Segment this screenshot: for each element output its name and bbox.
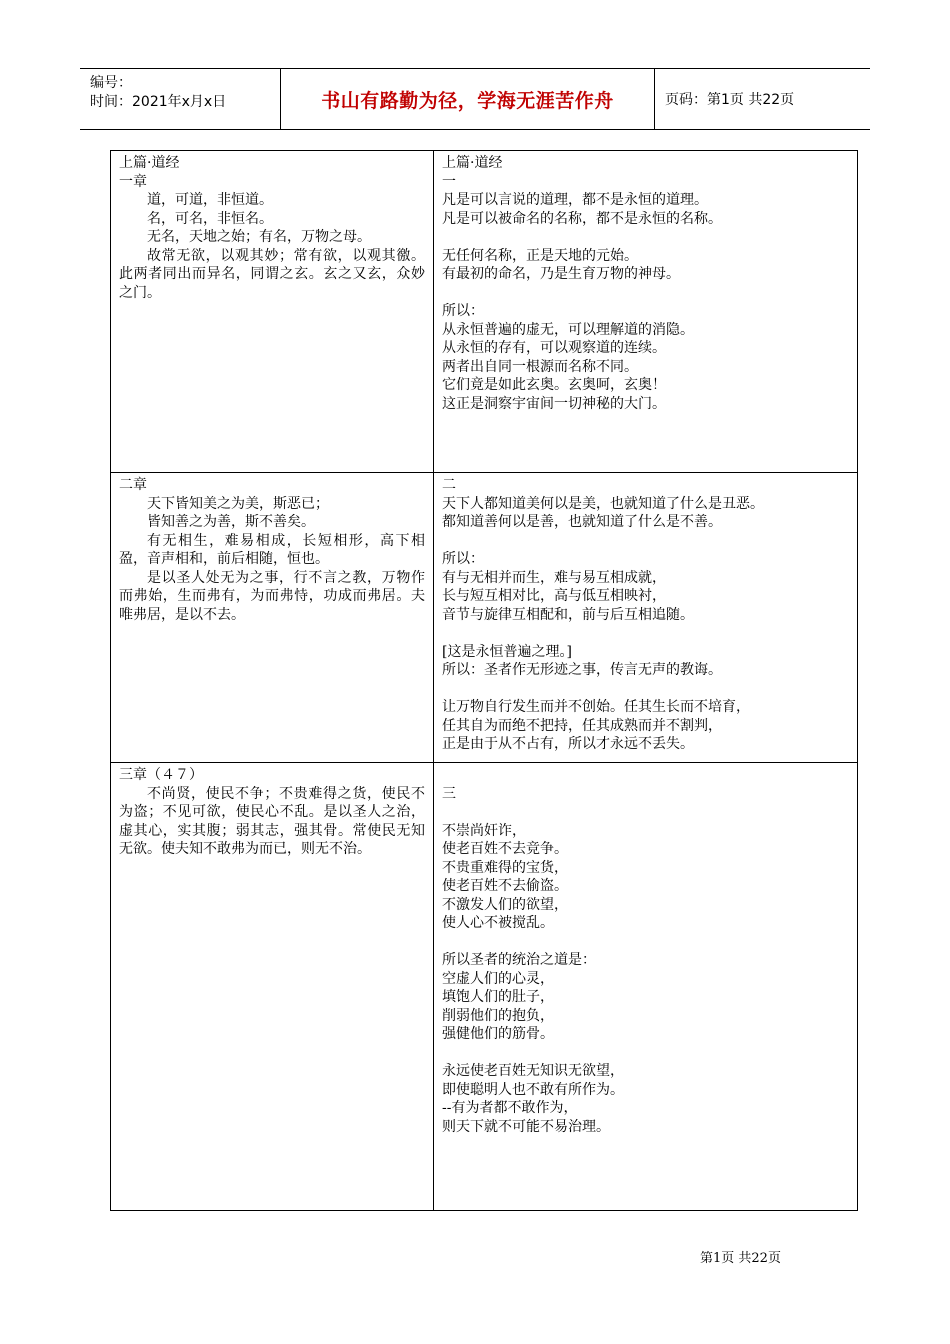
translation-line: 一 [442, 173, 456, 190]
original-line: 三章（４７） [119, 767, 203, 783]
translation-line: [这是永恒普遍之理。] [442, 643, 572, 660]
translation-line: 空虚人们的心灵， [442, 970, 554, 987]
translation-line: 使老百姓不去偷盗。 [442, 878, 568, 894]
translation-line: 长与短互相对比，高与低互相映衬， [442, 588, 666, 604]
table-row [111, 151, 858, 473]
translation-line: 从永恒的存有，可以观察道的连续。 [442, 340, 666, 356]
table-row [111, 763, 858, 1211]
translation-line: 所以圣者的统治之道是： [442, 952, 596, 968]
page-header [80, 68, 870, 130]
original-line: 故常无欲，以观其妙；常有欲，以观其徼。此两者同出而异名，同谓之玄。玄之又玄，众妙之门。 [119, 247, 425, 301]
translation-line: 不激发人们的欲望， [442, 896, 568, 913]
translation-line: 所以： [442, 551, 484, 567]
translation-line: 削弱他们的抱负， [442, 1007, 554, 1024]
blank-line [442, 803, 849, 822]
translation-line: --有为者都不敢作为， [442, 1100, 578, 1116]
translation-line: 从永恒普遍的虚无，可以理解道的消隐。 [442, 321, 694, 338]
blank-line [442, 680, 849, 699]
original-line: 有无相生，难易相成，长短相形，高下相盈，音声相和，前后相随，恒也。 [119, 532, 425, 567]
date-line: 时间：2021年x月x日 [90, 94, 227, 110]
original-text-cell [111, 473, 434, 763]
translation-line: 正是由于从不占有，所以才永远不丢失。 [442, 736, 694, 752]
translation-line: 则天下就不可能不易治理。 [442, 1118, 610, 1135]
original-line: 无名，天地之始；有名，万物之母。 [147, 229, 371, 245]
translation-line: 凡是可以言说的道理，都不是永恒的道理。 [442, 192, 708, 208]
original-line: 天下皆知美之为美，斯恶已； [147, 495, 329, 512]
translation-line: 所以： [442, 303, 484, 319]
translation-line: 不贵重难得的宝货， [442, 859, 568, 876]
original-line: 道，可道，非恒道。 [147, 192, 273, 208]
blank-line [442, 624, 849, 643]
page-footer: 第1页 共22页 [700, 1251, 781, 1266]
translation-line: 有与无相并而生，难与易互相成就， [442, 569, 666, 586]
translation-line: 填饱人们的肚子， [442, 989, 554, 1005]
original-line: 二章 [119, 477, 147, 493]
blank-line [442, 933, 849, 952]
translation-line: 都知道善何以是善，也就知道了什么是不善。 [442, 514, 722, 530]
translation-cell [434, 473, 858, 763]
blank-line [442, 532, 849, 551]
serial-number: 编号： [90, 75, 132, 91]
translation-cell [434, 763, 858, 1211]
original-text-cell [111, 151, 434, 473]
translation-line: 三 [442, 785, 456, 802]
translation-cell [434, 151, 858, 473]
header-motto: 书山有路勤为径，学海无涯苦作舟 [281, 69, 655, 129]
translation-line: 天下人都知道美何以是美，也就知道了什么是丑恶。 [442, 495, 764, 512]
header-info [80, 69, 281, 129]
translation-line: 永远使老百姓无知识无欲望， [442, 1063, 624, 1079]
original-line: 名，可名，非恒名。 [147, 210, 273, 227]
translation-line: 音节与旋律互相配和，前与后互相追随。 [442, 606, 694, 623]
translation-line: 使人心不被搅乱。 [442, 915, 554, 931]
content-table [110, 150, 858, 1211]
translation-line: 有最初的命名，乃是生育万物的神母。 [442, 266, 680, 282]
translation-line: 二 [442, 477, 456, 493]
blank-line [442, 1044, 849, 1063]
blank-line [442, 228, 849, 247]
translation-line: 让万物自行发生而并不创始。任其生长而不培育， [442, 699, 750, 715]
original-line: 皆知善之为善，斯不善矣。 [147, 514, 315, 530]
blank-line [442, 766, 849, 785]
original-line: 一章 [119, 173, 147, 190]
translation-line: 使老百姓不去竞争。 [442, 841, 568, 857]
header-page-code: 页码：第1页 共22页 [665, 92, 795, 108]
translation-line: 它们竟是如此玄奥。玄奥呵，玄奥！ [442, 377, 666, 393]
translation-line: 两者出自同一根源而名称不同。 [442, 358, 638, 375]
translation-line: 凡是可以被命名的名称，都不是永恒的名称。 [442, 210, 722, 227]
blank-line [442, 284, 849, 303]
original-line: 上篇·道经 [119, 155, 180, 171]
translation-line: 即使聪明人也不敢有所作为。 [442, 1081, 624, 1098]
original-line: 不尚贤，使民不争；不贵难得之货，使民不为盗；不见可欲，使民心不乱。是以圣人之治，虚其心，实其腹；弱其志，强其骨。常使民无知无欲。使夫知不敢弗为而已，则无不治。 [119, 785, 425, 857]
translation-line: 无任何名称，正是天地的元始。 [442, 247, 638, 264]
original-line: 是以圣人处无为之事，行不言之教，万物作而弗始，生而弗有，为而弗恃，功成而弗居。夫唯弗居，是以不去。 [119, 569, 425, 623]
translation-line: 所以：圣者作无形迹之事，传言无声的教诲。 [442, 662, 722, 678]
translation-line: 任其自为而绝不把持，任其成熟而并不割判， [442, 717, 722, 734]
translation-line: 这正是洞察宇宙间一切神秘的大门。 [442, 395, 666, 412]
translation-line: 上篇·道经 [442, 155, 503, 171]
table-row [111, 473, 858, 763]
translation-line: 强健他们的筋骨。 [442, 1026, 554, 1042]
original-text-cell [111, 763, 434, 1211]
translation-line: 不崇尚奸诈， [442, 822, 526, 839]
